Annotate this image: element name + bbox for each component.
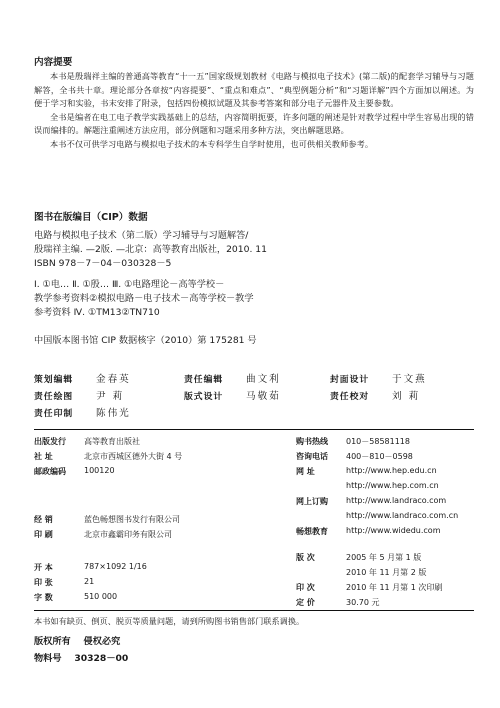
info-value: 蓝色畅想图书发行有限公司	[84, 515, 180, 524]
staff-label: 责任编辑	[184, 375, 224, 385]
cip-heading: 图书在版编目（CIP）数据	[34, 212, 148, 223]
info-label: 咨询电话	[296, 452, 328, 461]
cip-line: ISBN 978－7－04－030328－5	[34, 258, 172, 270]
info-value: 2010 年 11 月第 2 版	[346, 568, 427, 577]
info-label: 开 本	[34, 563, 53, 572]
info-label: 网 址	[296, 467, 315, 476]
info-label: 购书热线	[296, 437, 328, 446]
cip-line: 殷瑞祥主编. —2版. —北京：高等教育出版社，2010. 11	[34, 244, 268, 256]
staff-label: 责任绘图	[34, 392, 74, 402]
staff-name: 曲文利	[246, 374, 281, 385]
staff-name: 马敬茹	[246, 391, 281, 402]
rights-notice: 版权所有 侵权必究	[34, 636, 121, 647]
staff-name: 于文燕	[392, 374, 427, 385]
info-value: 30.70 元	[346, 598, 380, 607]
info-value: 2005 年 5 月第 1 版	[346, 553, 422, 562]
staff-label: 封面设计	[330, 375, 370, 385]
info-value: 010－58581118	[346, 437, 410, 446]
info-value: 高等教育出版社	[84, 437, 140, 446]
staff-label: 责任校对	[330, 392, 370, 402]
info-value: 400－810－0598	[346, 452, 413, 461]
info-label: 印 刷	[34, 530, 53, 539]
staff-label: 版式设计	[184, 392, 224, 402]
info-value: 100120	[84, 466, 115, 475]
info-value: 510 000	[84, 592, 118, 601]
info-label: 邮政编码	[34, 467, 66, 476]
info-value: 北京市鑫霸印务有限公司	[84, 530, 172, 539]
summary-paragraph: 本书不仅可供学习电路与模拟电子技术的本专科学生自学时使用，也可供相关教师参考。	[50, 138, 374, 149]
summary-paragraph: 全书是编者在电工电子教学实践基础上的总结，内容简明扼要，许多问题的阐述是针对教学过程中学生容易出现的错误而编排的。解题注重阐述方法应用，部分例题和习题采用多种方法，突出解题思路。	[34, 111, 474, 136]
info-value: 21	[84, 577, 95, 586]
website-link[interactable]: http://www.landraco.com.cn	[346, 511, 459, 520]
staff-name: 陈伟光	[96, 408, 131, 419]
cip-line: 教学参考资料②模拟电路－电子技术－高等学校－教学	[34, 292, 254, 304]
divider	[34, 610, 474, 611]
info-label: 定 价	[296, 598, 315, 607]
staff-name: 金春英	[96, 374, 131, 385]
info-label: 经 销	[34, 515, 53, 524]
website-link[interactable]: http://www.hep.edu.cn	[346, 466, 437, 475]
staff-name: 尹 莉	[96, 391, 125, 402]
staff-label: 策划编辑	[34, 375, 74, 385]
cip-line: 电路与模拟电子技术（第二版）学习辅导与习题解答/	[34, 230, 249, 241]
staff-name: 刘 莉	[392, 391, 421, 402]
info-value: 北京市西城区德外大街 4 号	[84, 452, 183, 461]
quality-notice: 本书如有缺页、倒页、脱页等质量问题，请到所购图书销售部门联系调换。	[34, 616, 305, 626]
website-link[interactable]: http://www.widedu.com	[346, 526, 441, 535]
cip-line: 参考资料 Ⅳ. ①TM13②TN710	[34, 307, 160, 319]
summary-body	[34, 70, 474, 152]
info-label: 版 次	[296, 553, 315, 562]
item-number: 物料号 30328－00	[34, 653, 129, 664]
divider	[34, 429, 474, 430]
info-label: 字 数	[34, 593, 53, 602]
info-value: 2010 年 11 月第 1 次印刷	[346, 583, 443, 592]
website-link[interactable]: http://www.landraco.com	[346, 496, 447, 505]
cip-line: Ⅰ. ①电… Ⅱ. ①殷… Ⅲ. ①电路理论－高等学校－	[34, 278, 225, 290]
cip-record-number: 中国版本图书馆 CIP 数据核字（2010）第 175281 号	[34, 335, 257, 346]
staff-label: 责任印制	[34, 409, 74, 419]
info-label: 社 址	[34, 452, 53, 461]
cip-block	[34, 229, 364, 320]
info-value: 787×1092 1/16	[84, 562, 147, 571]
info-label: 印 张	[34, 578, 53, 587]
website-link[interactable]: http://www.hep.com.cn	[346, 481, 439, 490]
info-label: 印 次	[296, 583, 315, 592]
summary-heading: 内容提要	[34, 57, 73, 68]
info-label: 出版发行	[34, 437, 66, 446]
info-label: 网上订购	[296, 497, 328, 506]
summary-paragraph: 本书是殷瑞祥主编的普通高等教育“十一五”国家级规划教材《电路与模拟电子技术》(第二版)的配套学习辅导与习题解答，全书共十章。理论部分各章按“内容提要”、“重点和难点”、“典型例题分析”和“习题详解”四个方面加以阐述。为便于学习和实验，书末安排了附录，包括四份模拟试题及其参考答案和部分电子元器件及主要参数。	[34, 71, 474, 109]
info-label: 畅想教育	[296, 527, 328, 536]
